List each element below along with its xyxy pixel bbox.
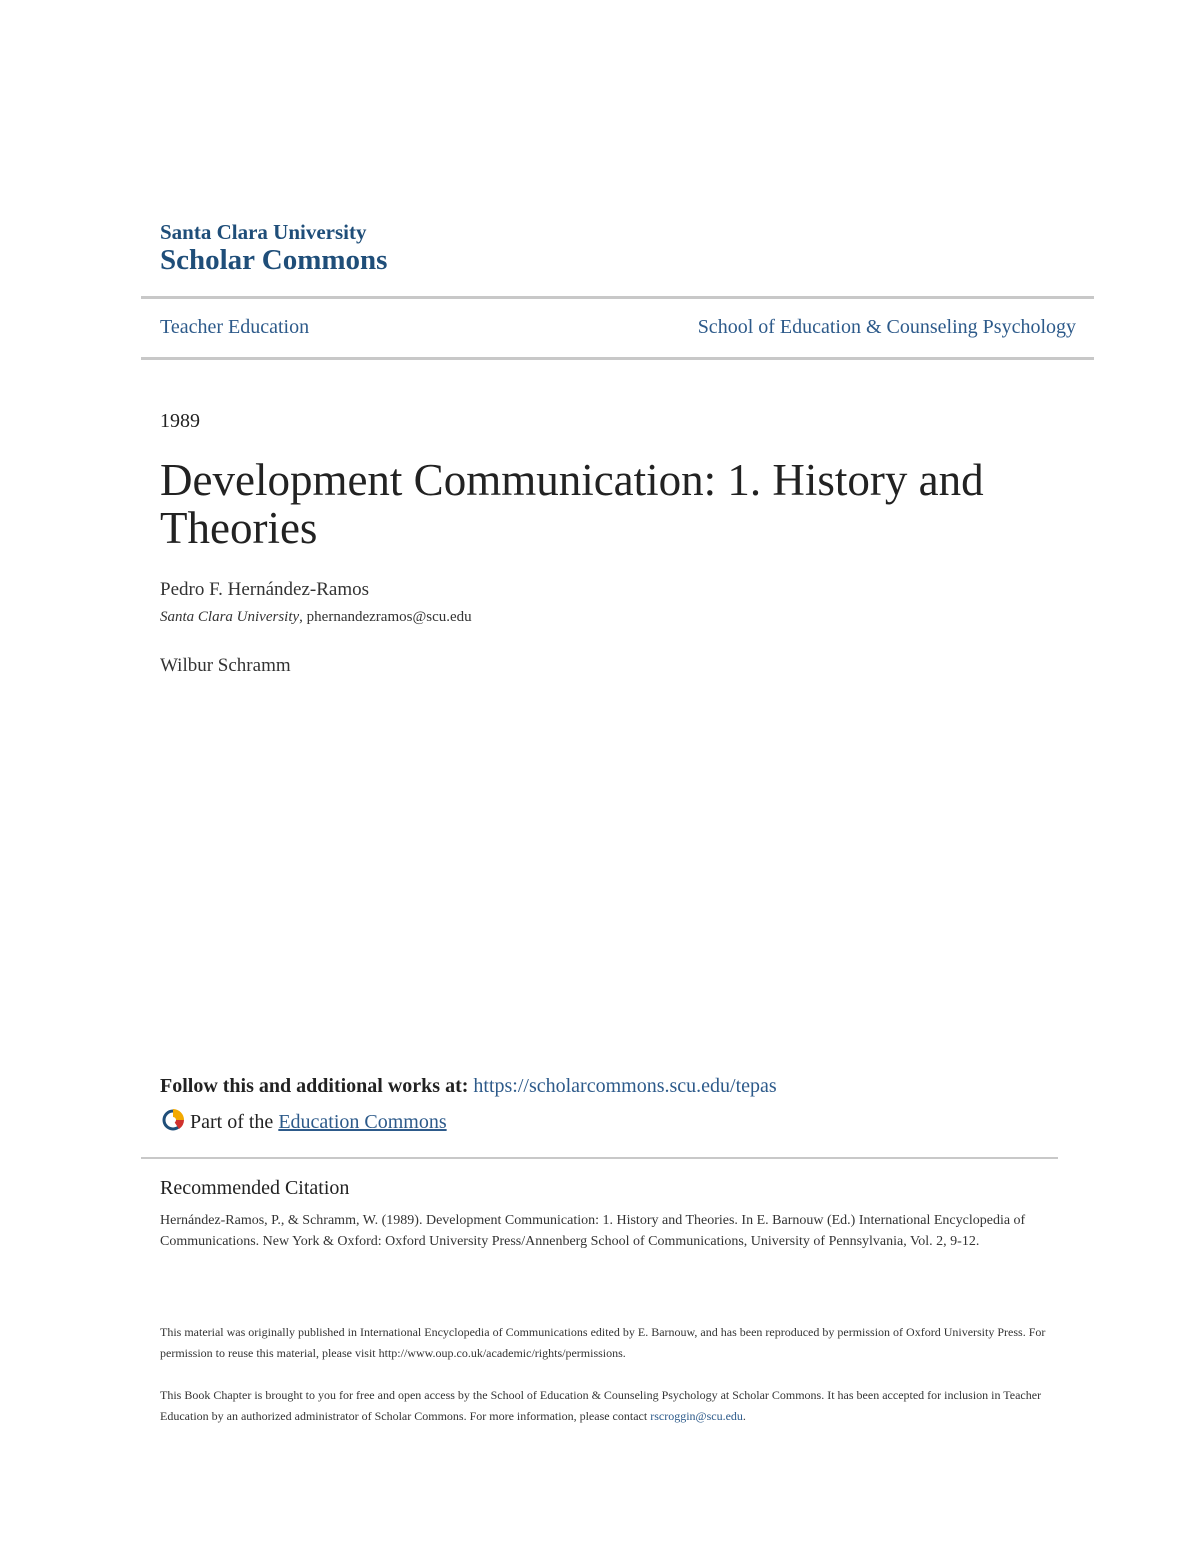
access-note-text: This Book Chapter is brought to you for free and open access by the School of Education & Counseling Psychology at Scholar Commons. It has been accepted for inclusion in Teacher Education by an authorized administrator of Scholar Commons. For more information, please contact [160,1388,1042,1423]
publication-year: 1989 [160,410,200,432]
institution-name[interactable]: Santa Clara University [160,220,367,244]
affiliation-institution: Santa Clara University [160,609,300,625]
part-of-prefix: Part of the [190,1110,279,1133]
network-icon [160,1106,186,1132]
author-name: Pedro F. Hernández-Ramos [160,579,370,600]
author-name: Wilbur Schramm [160,655,291,676]
author-affiliation [160,609,472,626]
top-divider [141,296,1094,299]
citation-heading: Recommended Citation [160,1177,350,1199]
citation-divider [141,1157,1058,1159]
part-of-line [160,1109,447,1135]
education-commons-link[interactable]: Education Commons [278,1110,447,1133]
repository-name[interactable]: Scholar Commons [160,244,388,276]
access-note [160,1385,1060,1427]
contact-email-link[interactable]: rscroggin@scu.edu [650,1409,743,1423]
citation-text: Hernández-Ramos, P., & Schramm, W. (1989). Development Communication: 1. History and Theories. In E. Barnouw (Ed.) International Encyclopedia of Communications. New York & Oxford: Oxford University Press/Annenberg School of Communications, University of Pennsylvania, Vol. 2, 9-12. [160,1213,1026,1249]
follow-line [160,1075,777,1098]
publication-note: This material was originally published in International Encyclopedia of Communications edited by E. Barnouw, and has been reproduced by permission of Oxford University Press. For permission to reuse this material, please visit http://www.oup.co.uk/academic/rights/permissions. [160,1325,1046,1360]
breadcrumb-divider [141,357,1094,360]
school-link[interactable]: School of Education & Counseling Psychology [697,316,1076,338]
repository-url-link[interactable]: https://scholarcommons.scu.edu/tepas [473,1075,777,1097]
article-title: Development Communication: 1. History and Theories [160,455,984,553]
follow-label: Follow this and additional works at: [160,1075,474,1097]
access-note-end: . [742,1409,746,1423]
author-email: , phernandezramos@scu.edu [299,609,472,625]
collection-link[interactable]: Teacher Education [160,316,310,338]
